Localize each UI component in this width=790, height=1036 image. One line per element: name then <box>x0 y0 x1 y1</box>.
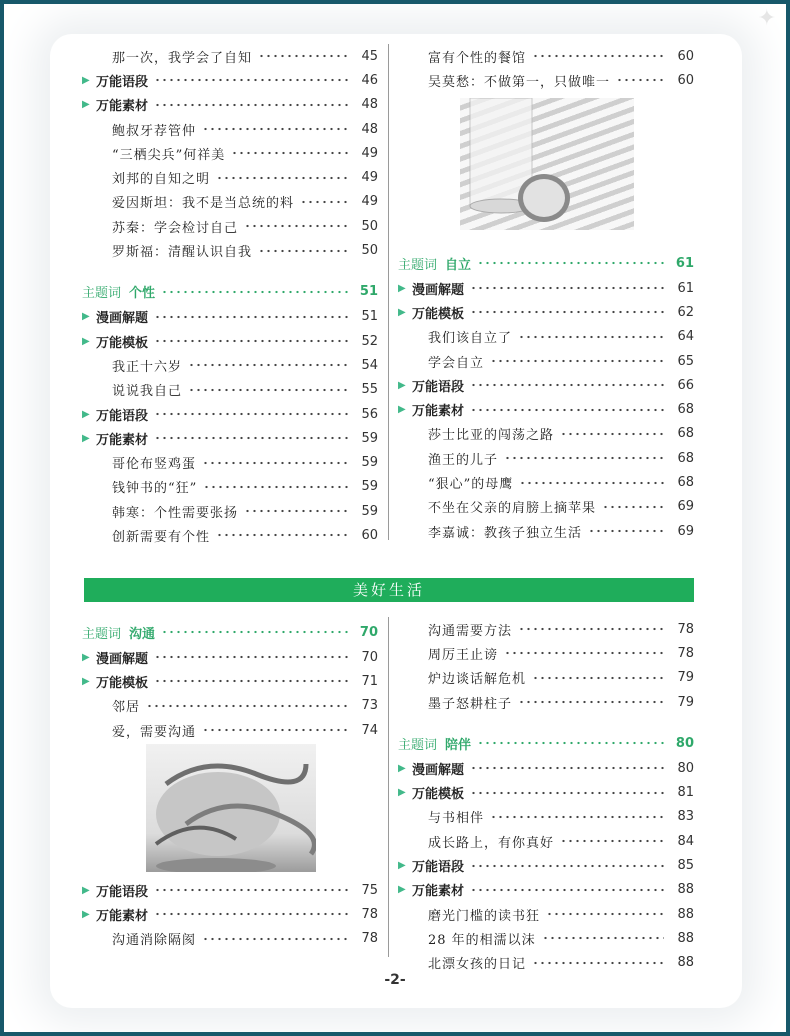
toc-column-right-top-b <box>398 248 694 543</box>
dot-leader <box>203 485 348 489</box>
dot-leader <box>161 630 348 634</box>
toc-entry-title: 不坐在父亲的肩膀上摘苹果 <box>428 501 597 517</box>
toc-section-entry[interactable] <box>82 669 378 693</box>
toc-entry-title <box>82 282 155 301</box>
toc-section-entry[interactable] <box>82 93 378 117</box>
dot-leader <box>532 676 664 680</box>
toc-entry-title: 万能模板 <box>96 675 149 691</box>
dot-leader <box>470 791 664 795</box>
toc-entry[interactable] <box>82 927 378 951</box>
dot-leader <box>216 533 348 537</box>
triangle-bullet-icon: ▶ <box>398 884 406 896</box>
toc-entry[interactable] <box>398 495 694 519</box>
dot-leader <box>146 704 348 708</box>
toc-page-number: 83 <box>677 809 694 825</box>
toc-entry-title: 万能模板 <box>412 306 465 322</box>
corner-star-icon: ✦ <box>757 6 776 31</box>
dot-leader <box>532 54 664 58</box>
toc-section-entry[interactable] <box>398 780 694 804</box>
dot-leader <box>470 383 664 387</box>
dot-leader <box>154 679 348 683</box>
toc-entry[interactable] <box>398 926 694 950</box>
triangle-bullet-icon: ▶ <box>82 408 90 420</box>
dot-leader <box>300 200 348 204</box>
toc-page-number: 85 <box>677 858 694 874</box>
dot-leader <box>154 78 348 82</box>
toc-entry-title: 万能模板 <box>412 787 465 803</box>
toc-entry-title: 漫画解题 <box>412 282 465 298</box>
triangle-bullet-icon: ▶ <box>82 651 90 663</box>
toc-page-number: 48 <box>361 121 378 137</box>
toc-entry-title: 哥伦布竖鸡蛋 <box>112 457 197 473</box>
toc-column-right-top-a <box>398 44 694 93</box>
toc-entry-title: 沟通消除隔阂 <box>112 933 197 949</box>
toc-page-number: 56 <box>361 406 378 422</box>
toc-entry-title: 周厉王止谤 <box>428 647 499 663</box>
toc-entry-title: 漫画解题 <box>96 651 149 667</box>
toc-entry-title: 我们该自立了 <box>428 331 513 347</box>
dot-leader <box>154 655 348 659</box>
toc-entry[interactable] <box>82 523 378 547</box>
toc-entry-title: 学会自立 <box>428 355 485 371</box>
toc-entry-title: “狠心”的母鹰 <box>428 477 514 493</box>
toc-page-number: 62 <box>677 304 694 320</box>
toc-entry[interactable] <box>398 690 694 714</box>
toc-page-number: 59 <box>361 430 378 446</box>
dot-leader <box>504 456 664 460</box>
toc-page-number: 50 <box>361 243 378 259</box>
dot-leader <box>560 432 664 436</box>
dot-leader <box>202 937 348 941</box>
theme-keyword-label: 主题词 <box>398 257 438 273</box>
toc-page-number: 70 <box>361 649 378 665</box>
toc-entry[interactable] <box>82 475 378 499</box>
plant-photo <box>146 744 316 872</box>
dot-leader <box>470 766 664 770</box>
toc-section-entry[interactable] <box>82 645 378 669</box>
dot-leader <box>244 509 348 513</box>
toc-entry-title: 苏秦：学会检讨自己 <box>112 220 239 236</box>
toc-page-number: 68 <box>677 475 694 491</box>
toc-page-number: 59 <box>361 479 378 495</box>
toc-page-number: 70 <box>359 624 378 640</box>
dot-leader <box>258 54 348 58</box>
dot-leader <box>154 436 348 440</box>
dot-leader <box>154 912 348 916</box>
toc-page-number: 51 <box>359 284 378 300</box>
toc-entry-title: 富有个性的餐馆 <box>428 50 527 66</box>
dot-leader <box>244 224 348 228</box>
toc-theme-heading[interactable] <box>398 250 694 276</box>
toc-entry-title: 说说我自己 <box>112 384 183 400</box>
toc-entry[interactable] <box>398 470 694 494</box>
toc-page-number: 64 <box>677 329 694 345</box>
triangle-bullet-icon: ▶ <box>398 787 406 799</box>
toc-page-number: 80 <box>677 760 694 776</box>
toc-entry[interactable] <box>82 117 378 141</box>
toc-page-number: 88 <box>677 930 694 946</box>
toc-entry-title <box>82 623 155 642</box>
toc-page-number: 68 <box>677 426 694 442</box>
dot-leader <box>258 249 348 253</box>
dot-leader <box>202 127 348 131</box>
toc-entry[interactable] <box>398 666 694 690</box>
toc-entry[interactable] <box>82 450 378 474</box>
toc-entry-title: 万能模板 <box>96 335 149 351</box>
toc-entry[interactable] <box>82 141 378 165</box>
triangle-bullet-icon: ▶ <box>82 74 90 86</box>
toc-section-entry[interactable] <box>82 305 378 329</box>
dot-leader <box>470 310 664 314</box>
toc-page-number: 69 <box>677 499 694 515</box>
toc-entry-title: 邻居 <box>112 700 141 716</box>
toc-entry-title: 我正十六岁 <box>112 359 183 375</box>
toc-entry[interactable] <box>82 165 378 189</box>
toc-entry[interactable] <box>82 238 378 262</box>
dot-leader <box>477 741 664 745</box>
toc-page-number: 84 <box>677 833 694 849</box>
dot-leader <box>161 290 348 294</box>
toc-page-number: 73 <box>361 698 378 714</box>
toc-page-number: 79 <box>677 694 694 710</box>
toc-entry[interactable] <box>398 829 694 853</box>
toc-entry[interactable] <box>398 805 694 829</box>
triangle-bullet-icon: ▶ <box>398 404 406 416</box>
toc-entry-title: 罗斯福：清醒认识自我 <box>112 245 253 261</box>
toc-entry-title <box>398 254 471 273</box>
dot-leader <box>546 912 664 916</box>
toc-page-number: 55 <box>361 382 378 398</box>
toc-theme-heading[interactable] <box>398 730 694 756</box>
triangle-bullet-icon: ▶ <box>82 675 90 687</box>
dot-leader <box>154 315 348 319</box>
toc-section-entry[interactable] <box>82 902 378 926</box>
triangle-bullet-icon: ▶ <box>398 860 406 872</box>
toc-page-number: 54 <box>361 357 378 373</box>
dot-leader <box>154 888 348 892</box>
toc-entry-title: 爱因斯坦：我不是当总统的料 <box>112 196 295 212</box>
toc-entry[interactable] <box>82 499 378 523</box>
spacer <box>82 263 378 277</box>
toc-entry-title: 韩寒：个性需要张扬 <box>112 505 239 521</box>
spacer <box>398 714 694 728</box>
toc-entry[interactable] <box>398 902 694 926</box>
dot-leader <box>490 815 664 819</box>
toc-theme-heading[interactable] <box>82 279 378 305</box>
triangle-bullet-icon: ▶ <box>82 99 90 111</box>
toc-entry-title: 炉边谈话解危机 <box>428 672 527 688</box>
toc-entry-title: 万能素材 <box>96 908 149 924</box>
column-divider-bottom <box>388 617 389 957</box>
dot-leader <box>602 505 664 509</box>
toc-entry-title: 万能语段 <box>412 379 465 395</box>
toc-entry[interactable] <box>82 694 378 718</box>
dot-leader <box>518 700 664 704</box>
toc-page-number: 59 <box>361 503 378 519</box>
toc-page-number: 88 <box>677 882 694 898</box>
toc-section-entry[interactable] <box>82 329 378 353</box>
toc-section-entry[interactable] <box>82 68 378 92</box>
toc-page-number: 50 <box>361 218 378 234</box>
toc-page-number: 68 <box>677 402 694 418</box>
toc-page-number: 46 <box>361 72 378 88</box>
toc-page-number: 78 <box>361 906 378 922</box>
toc-entry[interactable] <box>398 446 694 470</box>
toc-entry-title: 漫画解题 <box>96 311 149 327</box>
triangle-bullet-icon: ▶ <box>82 335 90 347</box>
toc-entry-title: 万能语段 <box>96 74 149 90</box>
toc-page-number: 78 <box>677 645 694 661</box>
dot-leader <box>154 412 348 416</box>
toc-entry-title: 钱钟书的“狂” <box>112 481 198 497</box>
toc-entry-title <box>398 734 471 753</box>
dot-leader <box>560 839 664 843</box>
theme-title: 个性 <box>129 286 156 302</box>
toc-page-number: 60 <box>361 527 378 543</box>
toc-entry[interactable] <box>82 44 378 68</box>
toc-page-number: 45 <box>361 48 378 64</box>
dot-leader <box>490 359 664 363</box>
toc-entry-title: 渔王的儿子 <box>428 452 499 468</box>
toc-entry[interactable] <box>398 641 694 665</box>
theme-keyword-label: 主题词 <box>82 626 122 642</box>
theme-keyword-label: 主题词 <box>398 737 438 753</box>
dot-leader <box>470 408 664 412</box>
toc-entry-title: 鲍叔牙荐管仲 <box>112 123 197 139</box>
toc-page-number: 49 <box>361 145 378 161</box>
triangle-bullet-icon: ▶ <box>82 884 90 896</box>
toc-entry[interactable] <box>398 617 694 641</box>
toc-page-number: 51 <box>361 309 378 325</box>
dot-leader <box>470 888 664 892</box>
toc-page-number: 88 <box>677 906 694 922</box>
toc-entry[interactable] <box>398 325 694 349</box>
dot-leader <box>188 388 348 392</box>
toc-page-number: 48 <box>361 97 378 113</box>
toc-page-number: 52 <box>361 333 378 349</box>
toc-section-entry[interactable] <box>398 756 694 780</box>
toc-column-left-bottom-a <box>82 617 378 742</box>
toc-page-number: 81 <box>677 785 694 801</box>
toc-entry-title: 爱，需要沟通 <box>112 724 197 740</box>
dot-leader <box>231 151 348 155</box>
triangle-bullet-icon: ▶ <box>82 908 90 920</box>
toc-entry-title: 吴莫愁：不做第一，只做唯一 <box>428 74 611 90</box>
toc-page-number: 66 <box>677 377 694 393</box>
toc-section-entry[interactable] <box>82 426 378 450</box>
toc-entry-title: 北漂女孩的日记 <box>428 957 527 973</box>
toc-entry-title: 那一次，我学会了自知 <box>112 50 253 66</box>
toc-page-number: 78 <box>677 621 694 637</box>
triangle-bullet-icon: ▶ <box>82 432 90 444</box>
toc-entry[interactable] <box>82 353 378 377</box>
toc-entry-title: 万能语段 <box>412 860 465 876</box>
theme-title: 沟通 <box>129 626 156 642</box>
toc-page-number: 61 <box>677 280 694 296</box>
triangle-bullet-icon: ▶ <box>82 311 90 323</box>
toc-entry-title: 莎士比亚的闯荡之路 <box>428 428 555 444</box>
toc-column-right-bottom <box>398 617 694 975</box>
dot-leader <box>202 461 348 465</box>
dot-leader <box>216 176 348 180</box>
toc-section-entry[interactable] <box>82 402 378 426</box>
toc-section-entry[interactable] <box>398 853 694 877</box>
toc-entry[interactable] <box>398 349 694 373</box>
triangle-bullet-icon: ▶ <box>398 306 406 318</box>
toc-entry[interactable] <box>82 190 378 214</box>
toc-page-number: 75 <box>361 882 378 898</box>
triangle-bullet-icon: ▶ <box>398 762 406 774</box>
toc-entry-title: 李嘉诚：教孩子独立生活 <box>428 525 583 541</box>
dot-leader <box>477 261 664 265</box>
dot-leader <box>154 339 348 343</box>
dot-leader <box>470 286 664 290</box>
toc-page-number: 74 <box>361 722 378 738</box>
dot-leader <box>532 961 664 965</box>
toc-entry-title: 成长路上，有你真好 <box>428 835 555 851</box>
toc-section-entry[interactable] <box>398 878 694 902</box>
glass-lemon-photo <box>460 98 634 230</box>
dot-leader <box>188 363 348 367</box>
toc-entry[interactable] <box>398 422 694 446</box>
toc-entry[interactable] <box>82 378 378 402</box>
dot-leader <box>202 728 348 732</box>
toc-entry-title: 墨子怒耕柱子 <box>428 696 513 712</box>
toc-section-entry[interactable] <box>398 397 694 421</box>
toc-page-number: 80 <box>675 735 694 751</box>
toc-entry[interactable] <box>398 519 694 543</box>
toc-entry-title: 万能语段 <box>96 408 149 424</box>
dot-leader <box>542 936 664 940</box>
toc-entry-title: “三栖尖兵”何祥美 <box>112 147 226 163</box>
toc-entry[interactable] <box>82 214 378 238</box>
toc-section-entry[interactable] <box>398 300 694 324</box>
toc-entry-title: 万能素材 <box>96 99 149 115</box>
toc-entry[interactable] <box>82 718 378 742</box>
dot-leader <box>154 103 348 107</box>
toc-entry-title: 磨光门槛的读书狂 <box>428 908 541 924</box>
dot-leader <box>504 651 664 655</box>
toc-entry[interactable] <box>398 68 694 92</box>
toc-column-left-bottom-b <box>82 878 378 951</box>
toc-page-number: 60 <box>677 72 694 88</box>
dot-leader <box>616 78 664 82</box>
column-divider-top <box>388 44 389 540</box>
page-number: -2- <box>384 972 406 988</box>
toc-section-entry[interactable] <box>82 878 378 902</box>
toc-section-entry[interactable] <box>398 373 694 397</box>
dot-leader <box>470 864 664 868</box>
triangle-bullet-icon: ▶ <box>398 282 406 294</box>
toc-entry-title: 万能素材 <box>412 404 465 420</box>
toc-entry-title: 漫画解题 <box>412 762 465 778</box>
toc-page-number: 71 <box>361 673 378 689</box>
theme-title: 陪伴 <box>445 737 472 753</box>
dot-leader <box>518 335 664 339</box>
toc-section-entry[interactable] <box>398 276 694 300</box>
toc-page-number: 49 <box>361 194 378 210</box>
dot-leader <box>518 627 664 631</box>
toc-entry-title: 沟通需要方法 <box>428 623 513 639</box>
section-banner: 美好生活 <box>84 578 694 602</box>
toc-entry[interactable] <box>398 44 694 68</box>
toc-page-number: 69 <box>677 523 694 539</box>
toc-page-number: 78 <box>361 931 378 947</box>
dot-leader <box>588 529 664 533</box>
dot-leader <box>519 481 664 485</box>
toc-entry-title: 万能素材 <box>96 432 149 448</box>
toc-page-number: 61 <box>675 255 694 271</box>
toc-page-number: 49 <box>361 170 378 186</box>
toc-entry-title: 万能语段 <box>96 884 149 900</box>
toc-page-number: 59 <box>361 455 378 471</box>
toc-theme-heading[interactable] <box>82 619 378 645</box>
toc-page-number: 68 <box>677 450 694 466</box>
theme-title: 自立 <box>445 257 472 273</box>
toc-page-number: 65 <box>677 353 694 369</box>
toc-entry-title: 28 年的相濡以沫 <box>428 932 536 948</box>
toc-column-left-top <box>82 44 378 548</box>
toc-entry-title: 万能素材 <box>412 884 465 900</box>
toc-entry-title: 创新需要有个性 <box>112 529 211 545</box>
triangle-bullet-icon: ▶ <box>398 379 406 391</box>
toc-page-number: 79 <box>677 670 694 686</box>
toc-page-number: 60 <box>677 48 694 64</box>
theme-keyword-label: 主题词 <box>82 286 122 302</box>
toc-entry-title: 与书相伴 <box>428 811 485 827</box>
toc-entry-title: 刘邦的自知之明 <box>112 172 211 188</box>
toc-page-number: 88 <box>677 955 694 971</box>
